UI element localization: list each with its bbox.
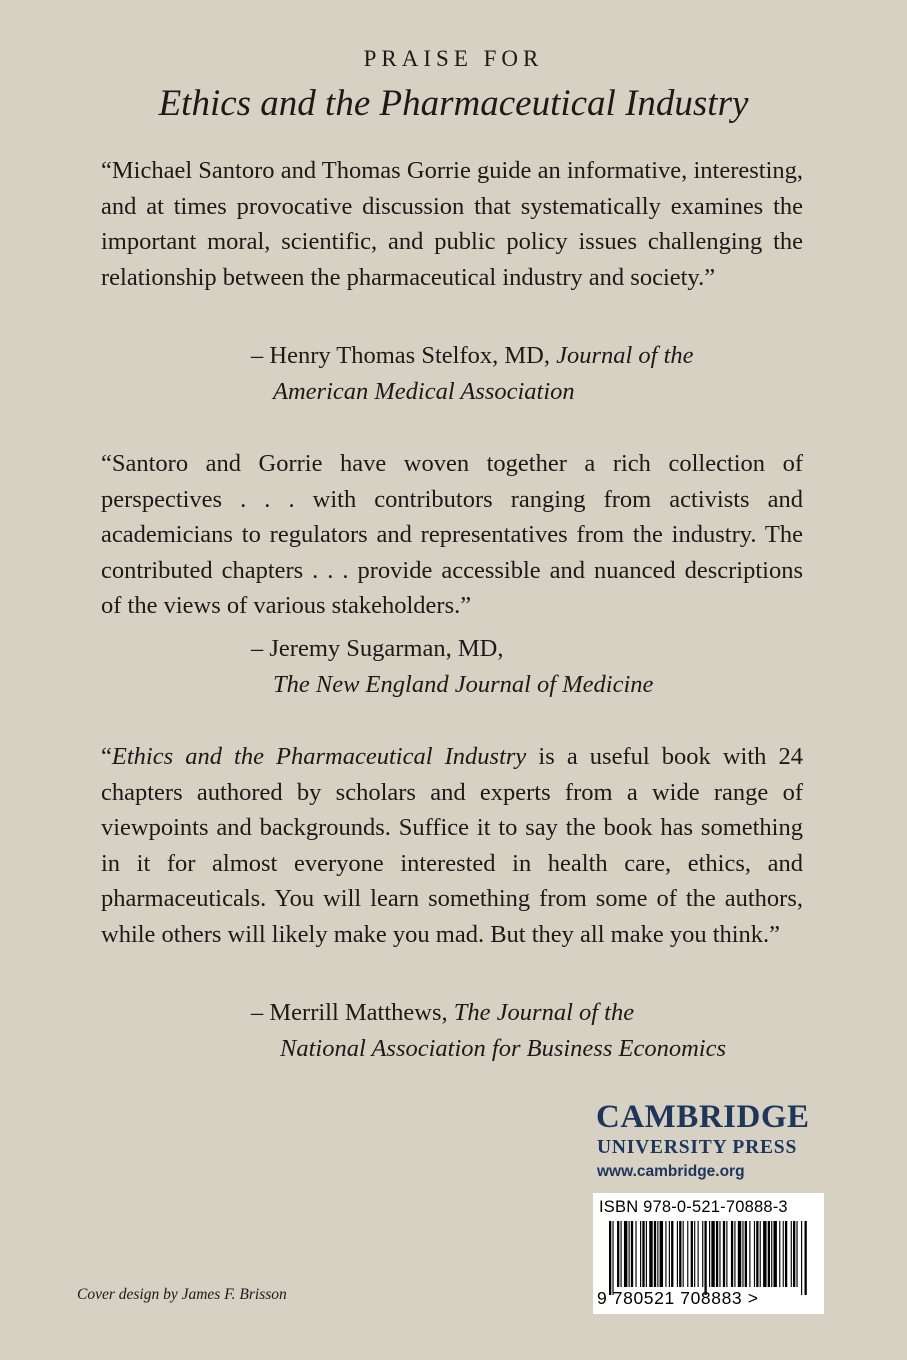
barcode-bar	[760, 1221, 761, 1287]
quote-3-text: is a useful book with 24 chapters authored by scholars and experts from a wide range of viewpoints and backgrounds. Suffice it to say the book has something in it for almost everyone interested in health care, ethics, and pharmaceuticals. You will learn something from some of the authors, while others will likely make you mad. But they all make you think.”	[101, 743, 803, 948]
barcode-bar	[716, 1221, 718, 1287]
barcode-bar	[749, 1221, 750, 1287]
quote-3-author: – Merrill Matthews,	[251, 999, 448, 1026]
barcode-bar	[654, 1221, 656, 1287]
barcode-bar	[791, 1221, 792, 1287]
quote-2-source: The New England Journal of Medicine	[273, 671, 654, 698]
barcode-bar	[649, 1221, 652, 1287]
barcode-bar	[771, 1221, 772, 1287]
quote-3-open-mark: “	[101, 743, 112, 770]
publisher-subtitle: UNIVERSITY PRESS	[597, 1137, 798, 1158]
barcode-bar	[719, 1221, 720, 1287]
barcode-bar	[704, 1221, 706, 1295]
barcode-bar	[665, 1221, 666, 1287]
quote-3-book-title: Ethics and the Pharmaceutical Industry	[111, 743, 527, 770]
praise-heading: PRAISE FOR	[363, 46, 544, 71]
quote-3-source-line2: National Association for Business Economics	[280, 1035, 726, 1062]
barcode-bar	[742, 1221, 743, 1287]
barcode-bar	[691, 1221, 693, 1287]
barcode-bar	[779, 1221, 780, 1287]
barcode-bar	[617, 1221, 619, 1287]
barcode-bar	[756, 1221, 758, 1287]
quote-1: “Michael Santoro and Thomas Gorrie guide an informative, interesting, and at times provocative discussion that systematically examines the important moral, scientific, and public policy issues challenging the relationship between the pharmaceutical industry and society.”	[101, 157, 803, 291]
barcode-bar	[657, 1221, 658, 1287]
quote-3-source: The Journal of the	[453, 999, 635, 1026]
barcode-bar	[745, 1221, 747, 1287]
barcode-bar	[726, 1221, 727, 1287]
quote-1-source-line2: American Medical Association	[273, 378, 575, 405]
barcode-bar	[738, 1221, 741, 1287]
barcode-bar	[621, 1221, 622, 1287]
quote-3-attribution	[251, 995, 634, 1031]
cover-design-credit: Cover design by James F. Brisson	[77, 1286, 287, 1303]
quote-2: “Santoro and Gorrie have woven together a rich collection of perspectives . . . with contributors ranging from activists and academicians to regulators and representatives from the industry. The contributed chapters . . . provide accessible and nuanced descriptions of the views of various stakeholders.”	[101, 450, 803, 620]
barcode-bar	[702, 1221, 703, 1287]
barcode-bar	[671, 1221, 673, 1287]
barcode-bar	[629, 1221, 630, 1287]
barcode-bar	[768, 1221, 770, 1287]
barcode-bar	[683, 1221, 684, 1287]
barcode-bar	[711, 1221, 714, 1287]
publisher-name: CAMBRIDGE	[596, 1099, 810, 1135]
barcode-bar	[694, 1221, 695, 1287]
book-title: Ethics and the Pharmaceutical Industry	[158, 83, 749, 124]
barcode-bar	[801, 1221, 802, 1295]
barcode-bar	[734, 1221, 735, 1287]
barcode-bar	[669, 1221, 670, 1287]
ean-digits: 9 780521 708883 >	[597, 1288, 759, 1308]
barcode-bar	[679, 1221, 681, 1287]
barcode-bar	[609, 1221, 611, 1295]
barcode-bar	[687, 1221, 688, 1287]
barcode-bar	[646, 1221, 647, 1287]
barcode-bar	[640, 1221, 641, 1287]
barcode-bar	[660, 1221, 663, 1287]
quote-3	[101, 739, 803, 953]
quote-1-source: Journal of the	[556, 342, 694, 369]
isbn-label: ISBN 978-0-521-70888-3	[599, 1198, 788, 1216]
quote-1-author: – Henry Thomas Stelfox, MD,	[251, 342, 550, 369]
barcode-bar	[635, 1221, 636, 1287]
barcode-bar	[785, 1221, 787, 1287]
barcode-bar	[796, 1221, 797, 1287]
barcode-bar	[754, 1221, 755, 1287]
barcode-bar	[793, 1221, 795, 1287]
barcode-bar	[773, 1221, 776, 1287]
quote-1-attribution	[251, 338, 694, 374]
barcode-bar	[631, 1221, 633, 1287]
barcode-bar	[763, 1221, 766, 1287]
barcode-bar	[731, 1221, 733, 1287]
publisher-url[interactable]: www.cambridge.org	[597, 1163, 745, 1180]
barcode-bar	[709, 1221, 710, 1287]
barcode-bar	[642, 1221, 644, 1287]
barcode-bar	[783, 1221, 784, 1287]
barcode-bar	[677, 1221, 678, 1287]
barcode	[593, 1193, 824, 1314]
barcode-bar	[723, 1221, 725, 1287]
barcode-bar	[612, 1221, 613, 1295]
barcode-bar	[624, 1221, 627, 1287]
quote-2-author: – Jeremy Sugarman, MD,	[251, 635, 504, 662]
barcode-bar	[805, 1221, 807, 1295]
barcode-bar	[698, 1221, 699, 1287]
